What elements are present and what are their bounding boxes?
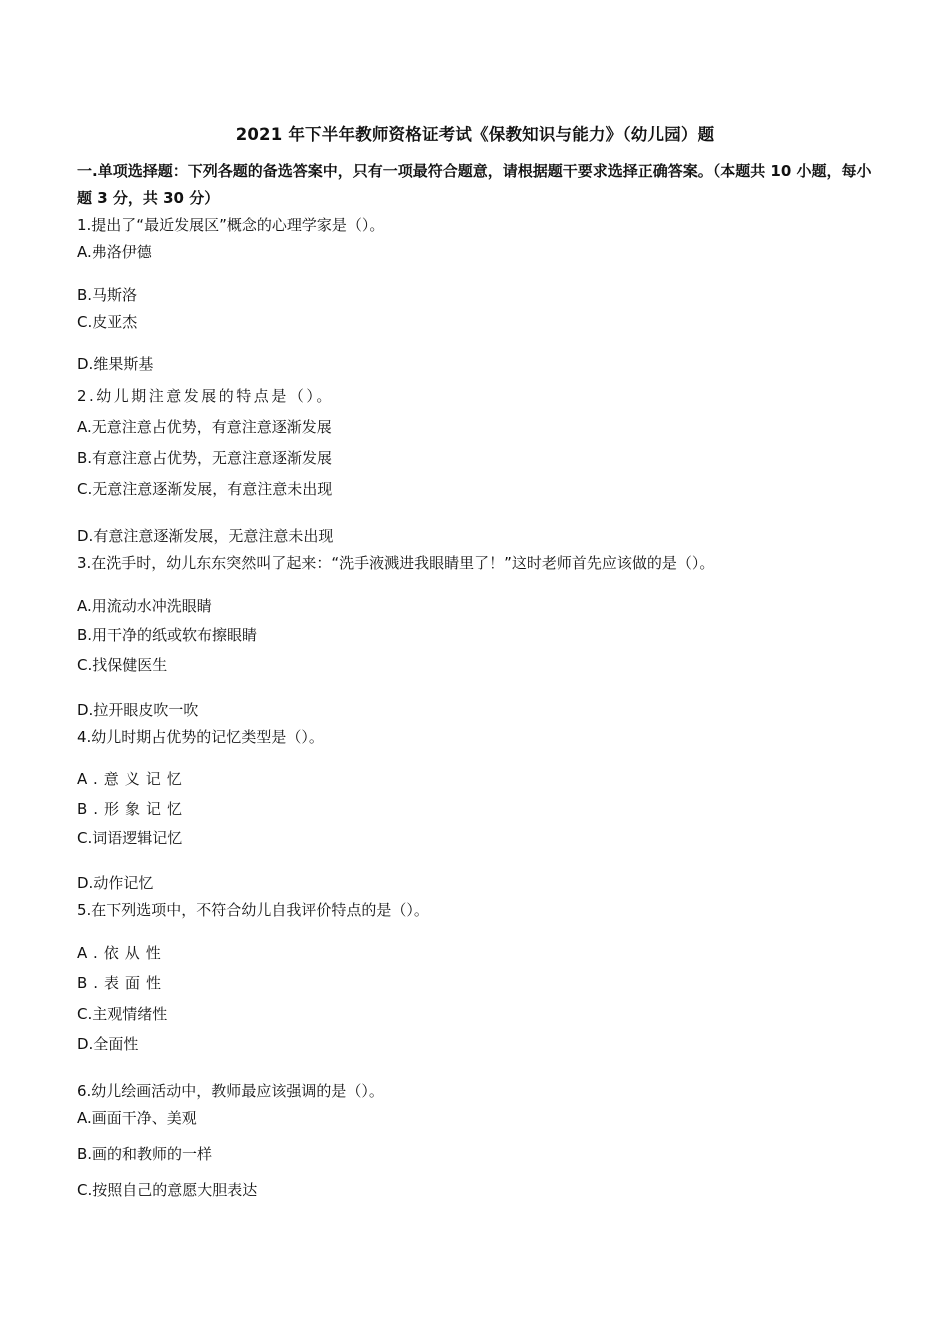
answer-option: A.画面干净、美观 (77, 1109, 197, 1127)
answer-option: B.画的和教师的一样 (77, 1145, 213, 1163)
answer-option: B.有意注意占优势，无意注意逐渐发展 (77, 449, 333, 467)
answer-option: B.形象记忆 (77, 800, 189, 818)
page-title: 2021 年下半年教师资格证考试《保教知识与能力》（幼儿园）题 (235, 125, 715, 144)
question-stem: 4.幼儿时期占优势的记忆类型是（）。 (77, 728, 324, 746)
answer-option: C.皮亚杰 (77, 313, 138, 331)
answer-option: A.依从性 (77, 944, 167, 962)
answer-option: D.维果斯基 (77, 355, 154, 373)
answer-option: A.无意注意占优势，有意注意逐渐发展 (77, 418, 332, 436)
answer-option: A.用流动水冲洗眼睛 (77, 597, 212, 615)
answer-option: B.用干净的纸或软布擦眼睛 (77, 626, 258, 644)
answer-option: C.找保健医生 (77, 656, 168, 674)
answer-option: B.马斯洛 (77, 286, 138, 304)
answer-option: C.无意注意逐渐发展，有意注意未出现 (77, 480, 333, 498)
answer-option: C.按照自己的意愿大胆表达 (77, 1181, 258, 1199)
section-heading: 一.单项选择题：下列各题的备选答案中，只有一项最符合题意，请根据题干要求选择正确答案。（本题共 10 小题，每小题 3 分，共 30 分） (77, 162, 872, 207)
question-stem: 3.在洗手时，幼儿东东突然叫了起来：“洗手液溅进我眼睛里了！”这时老师首先应该做的是（）。 (77, 554, 715, 572)
answer-option: A.意义记忆 (77, 770, 188, 788)
question-stem: 1.提出了“最近发展区”概念的心理学家是（）。 (77, 216, 385, 234)
answer-option: D.有意注意逐渐发展，无意注意未出现 (77, 527, 334, 545)
answer-option: D.全面性 (77, 1035, 139, 1053)
answer-option: D.拉开眼皮吹一吹 (77, 701, 199, 719)
question-stem: 5.在下列选项中，不符合幼儿自我评价特点的是（）。 (77, 901, 429, 919)
answer-option: A.弗洛伊德 (77, 243, 152, 261)
answer-option: C.主观情绪性 (77, 1005, 168, 1023)
question-stem: 2.幼儿期注意发展的特点是（）。 (77, 387, 334, 405)
answer-option: B.表面性 (77, 974, 168, 992)
answer-option: D.动作记忆 (77, 874, 154, 892)
question-stem: 6.幼儿绘画活动中，教师最应该强调的是（）。 (77, 1082, 384, 1100)
answer-option: C.词语逻辑记忆 (77, 829, 183, 847)
